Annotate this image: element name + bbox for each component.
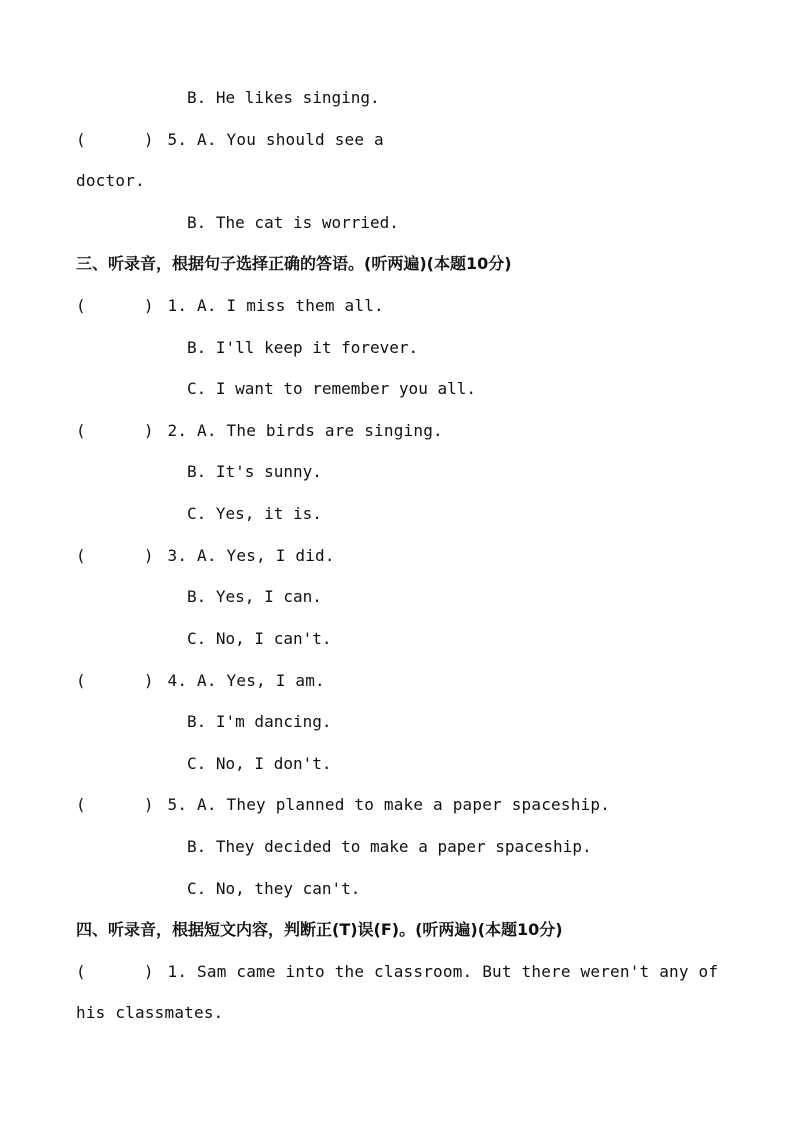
- answer-paren-close: ): [143, 546, 154, 565]
- s4-q1-text: Sam came into the classroom. But there weren't any of: [197, 962, 719, 981]
- section3-heading: 三、听录音，根据句子选择正确的答语。(听两遍)(本题10分): [76, 254, 512, 273]
- answer-paren-close: ): [143, 962, 154, 981]
- s3-q2-option-a: A. The birds are singing.: [197, 421, 443, 440]
- s4-q1-text-wrap: his classmates.: [76, 1003, 224, 1022]
- s3-q1-row: [76, 296, 384, 316]
- s3-q1-option-a: A. I miss them all.: [197, 296, 384, 315]
- s3-q5-option-c: C. No, they can't.: [187, 879, 361, 898]
- section4-heading: 四、听录音，根据短文内容，判断正(T)误(F)。(听两遍)(本题10分): [76, 920, 563, 939]
- s2-q5-option-a-wrap: doctor.: [76, 171, 145, 190]
- answer-paren-open: (: [76, 296, 86, 315]
- s3-q4-option-b: B. I'm dancing.: [187, 712, 332, 731]
- s3-q1-option-b: B. I'll keep it forever.: [187, 338, 419, 357]
- answer-paren-open: (: [76, 546, 86, 565]
- question-number: 1.: [167, 962, 188, 981]
- answer-paren-close: ): [143, 795, 154, 814]
- question-number: 1.: [167, 296, 188, 315]
- s3-q1-option-c: C. I want to remember you all.: [187, 379, 476, 398]
- answer-paren-open: (: [76, 795, 86, 814]
- s2-q5-option-b: B. The cat is worried.: [187, 213, 399, 232]
- answer-paren-open: (: [76, 130, 86, 149]
- s2-q5-row: [76, 130, 384, 150]
- s3-q4-option-a: A. Yes, I am.: [197, 671, 325, 690]
- s3-q4-option-c: C. No, I don't.: [187, 754, 332, 773]
- s3-q3-option-b: B. Yes, I can.: [187, 587, 322, 606]
- question-number: 5.: [167, 795, 188, 814]
- s2-q4-option-b: B. He likes singing.: [187, 88, 380, 107]
- question-number: 2.: [167, 421, 188, 440]
- question-number: 5.: [167, 130, 188, 149]
- answer-paren-close: ): [143, 671, 154, 690]
- s3-q2-option-b: B. It's sunny.: [187, 462, 322, 481]
- s3-q3-option-a: A. Yes, I did.: [197, 546, 335, 565]
- s2-q5-option-a: A. You should see a: [197, 130, 384, 149]
- answer-paren-open: (: [76, 962, 86, 981]
- answer-paren-close: ): [143, 130, 154, 149]
- question-number: 3.: [167, 546, 188, 565]
- s3-q5-option-b: B. They decided to make a paper spaceship.: [187, 837, 592, 856]
- answer-paren-open: (: [76, 421, 86, 440]
- answer-paren-open: (: [76, 671, 86, 690]
- s3-q3-row: [76, 546, 335, 566]
- s3-q5-row: [76, 795, 610, 815]
- s3-q2-option-c: C. Yes, it is.: [187, 504, 322, 523]
- question-number: 4.: [167, 671, 188, 690]
- s3-q3-option-c: C. No, I can't.: [187, 629, 332, 648]
- answer-paren-close: ): [143, 296, 154, 315]
- s3-q5-option-a: A. They planned to make a paper spaceship.: [197, 795, 611, 814]
- s4-q1-row: [76, 962, 718, 982]
- s3-q4-row: [76, 671, 325, 691]
- s3-q2-row: [76, 421, 443, 441]
- answer-paren-close: ): [143, 421, 154, 440]
